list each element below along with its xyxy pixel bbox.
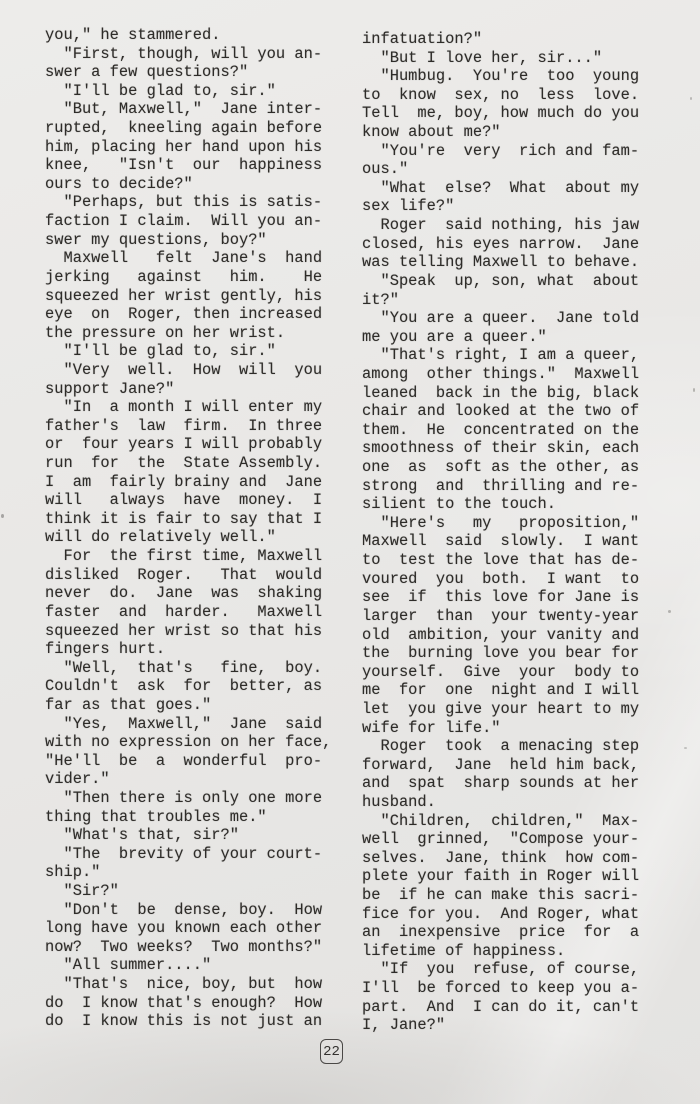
text-line: father's law firm. In three [45,416,323,435]
page-number: 22 [323,1043,340,1060]
text-line: "He'll be a wonderful pro- [45,751,323,770]
text-line: one as soft as the other, as [362,458,640,477]
text-line: "The brevity of your court- [45,844,323,863]
text-line: Tell me, boy, how much do you [362,104,640,123]
text-line: "You are a queer. Jane told [362,309,640,328]
text-line: vider." [45,770,110,789]
text-line: selves. Jane, think how com- [362,848,640,867]
text-line: thing that troubles me." [45,807,267,826]
text-line: "All summer...." [45,956,212,975]
text-line: ship." [45,863,101,882]
text-line: "But I love her, sir..." [362,48,603,67]
text-line: fingers hurt. [45,640,166,659]
text-line: see if this love for Jane is [362,588,640,607]
scan-speck [668,610,671,613]
text-line: support Jane?" [45,379,175,398]
text-line: was telling Maxwell to behave. [362,253,640,272]
text-line: "Very well. How will you [45,360,323,379]
text-line: chair and looked at the two of [362,402,640,421]
text-line: I'll be forced to keep you a- [362,979,640,998]
text-line: "I'll be glad to, sir." [45,81,276,100]
text-line: For the first time, Maxwell [45,547,323,566]
text-line: fice for you. And Roger, what [362,904,640,923]
text-line: never do. Jane was shaking [45,584,323,603]
text-line: me for one night and I will [362,681,640,700]
text-line: Roger said nothing, his jaw [362,216,640,235]
page-number-badge [320,1039,343,1064]
text-line: "Well, that's fine, boy. [45,658,323,677]
scan-speck [693,388,695,392]
text-line: part. And I can do it, can't [362,997,640,1016]
text-line: be if he can make this sacri- [362,886,640,905]
text-column-left [45,26,331,1031]
text-line: Couldn't ask for better, as [45,677,323,696]
text-line: do I know that's enough? How [45,993,323,1012]
text-line: with no expression on her face, [45,733,332,752]
text-line: wife for life." [362,718,501,737]
text-line: smoothness of their skin, each [362,439,640,458]
text-line: leaned back in the big, black [362,383,640,402]
text-line: "That's right, I am a queer, [362,346,640,365]
text-line: I, Jane?" [362,1016,446,1035]
text-line: "Here's my proposition," [362,513,640,532]
text-line: "What's that, sir?" [45,826,239,845]
text-line: I am fairly brainy and Jane [45,472,323,491]
text-line: will always have money. I [45,491,323,510]
text-line: lifetime of happiness. [362,941,566,960]
text-line: "Don't be dense, boy. How [45,900,323,919]
text-line: or four years I will probably [45,435,323,454]
text-line: faster and harder. Maxwell [45,602,323,621]
text-line: squeezed her wrist gently, his [45,286,323,305]
text-line: eye on Roger, then increased [45,305,323,324]
scan-speck [684,747,687,749]
text-line: Roger took a menacing step [362,737,640,756]
text-line: "If you refuse, of course, [362,960,640,979]
text-line: think it is fair to say that I [45,509,323,528]
text-line: run for the State Assembly. [45,454,323,473]
scan-speck [1,514,4,518]
text-line: ours to decide?" [45,174,193,193]
text-line: will do relatively well." [45,528,276,547]
text-line: knee, "Isn't our happiness [45,156,323,175]
text-line: me you are a queer." [362,327,547,346]
text-line: "Children, children," Max- [362,811,640,830]
text-line: rupted, kneeling again before [45,119,323,138]
text-line: closed, his eyes narrow. Jane [362,234,640,253]
text-line: the burning love you bear for [362,644,640,663]
text-line: the pressure on her wrist. [45,323,286,342]
text-line: old ambition, your vanity and [362,625,640,644]
text-line: to know sex, no less love. [362,85,640,104]
text-line: "But, Maxwell," Jane inter- [45,100,323,119]
text-line: "You're very rich and fam- [362,141,640,160]
text-line: to test the love that has de- [362,551,640,570]
text-line: swer a few questions?" [45,63,249,82]
text-line: you," he stammered. [45,26,221,44]
text-line: strong and thrilling and re- [362,476,640,495]
text-line: "Sir?" [45,882,119,901]
text-column-right [362,30,639,1035]
text-line: him, placing her hand upon his [45,137,323,156]
text-line: sex life?" [362,197,455,216]
text-line: forward, Jane held him back, [362,755,640,774]
text-line: "I'll be glad to, sir." [45,342,276,361]
text-line: "Speak up, son, what about [362,271,640,290]
text-line: now? Two weeks? Two months?" [45,937,323,956]
text-line: "Yes, Maxwell," Jane said [45,714,323,733]
text-line: among other things." Maxwell [362,364,640,383]
text-line: faction I claim. Will you an- [45,212,323,231]
text-line: "Humbug. You're too young [362,67,640,86]
text-line: long have you known each other [45,919,323,938]
text-line: voured you both. I want to [362,569,640,588]
text-line: Maxwell said slowly. I want [362,532,640,551]
text-line: well grinned, "Compose your- [362,830,640,849]
text-line: silient to the touch. [362,495,556,514]
text-line: "Then there is only one more [45,788,323,807]
text-line: larger than your twenty-year [362,606,640,625]
text-line: "What else? What about my [362,178,640,197]
text-line: them. He concentrated on the [362,420,640,439]
text-line: disliked Roger. That would [45,565,323,584]
text-line: yourself. Give your body to [362,662,640,681]
text-line: let you give your heart to my [362,699,640,718]
text-line: "That's nice, boy, but how [45,975,323,994]
text-line: husband. [362,792,436,811]
text-line: and spat sharp sounds at her [362,774,640,793]
text-line: "First, though, will you an- [45,44,323,63]
text-line: "In a month I will enter my [45,398,323,417]
text-line: infatuation?" [362,30,483,48]
text-line: it?" [362,290,399,309]
scan-speck [690,97,692,100]
text-line: Maxwell felt Jane's hand [45,249,323,268]
text-line: an inexpensive price for a [362,923,640,942]
text-line: ous." [362,160,409,179]
text-line: far as that goes." [45,695,212,714]
text-line: squeezed her wrist so that his [45,621,323,640]
text-line: know about me?" [362,123,501,142]
text-line: jerking against him. He [45,267,323,286]
text-line: plete your faith in Roger will [362,867,640,886]
text-line: swer my questions, boy?" [45,230,267,249]
text-line: "Perhaps, but this is satis- [45,193,323,212]
text-line: do I know this is not just an [45,1012,323,1031]
